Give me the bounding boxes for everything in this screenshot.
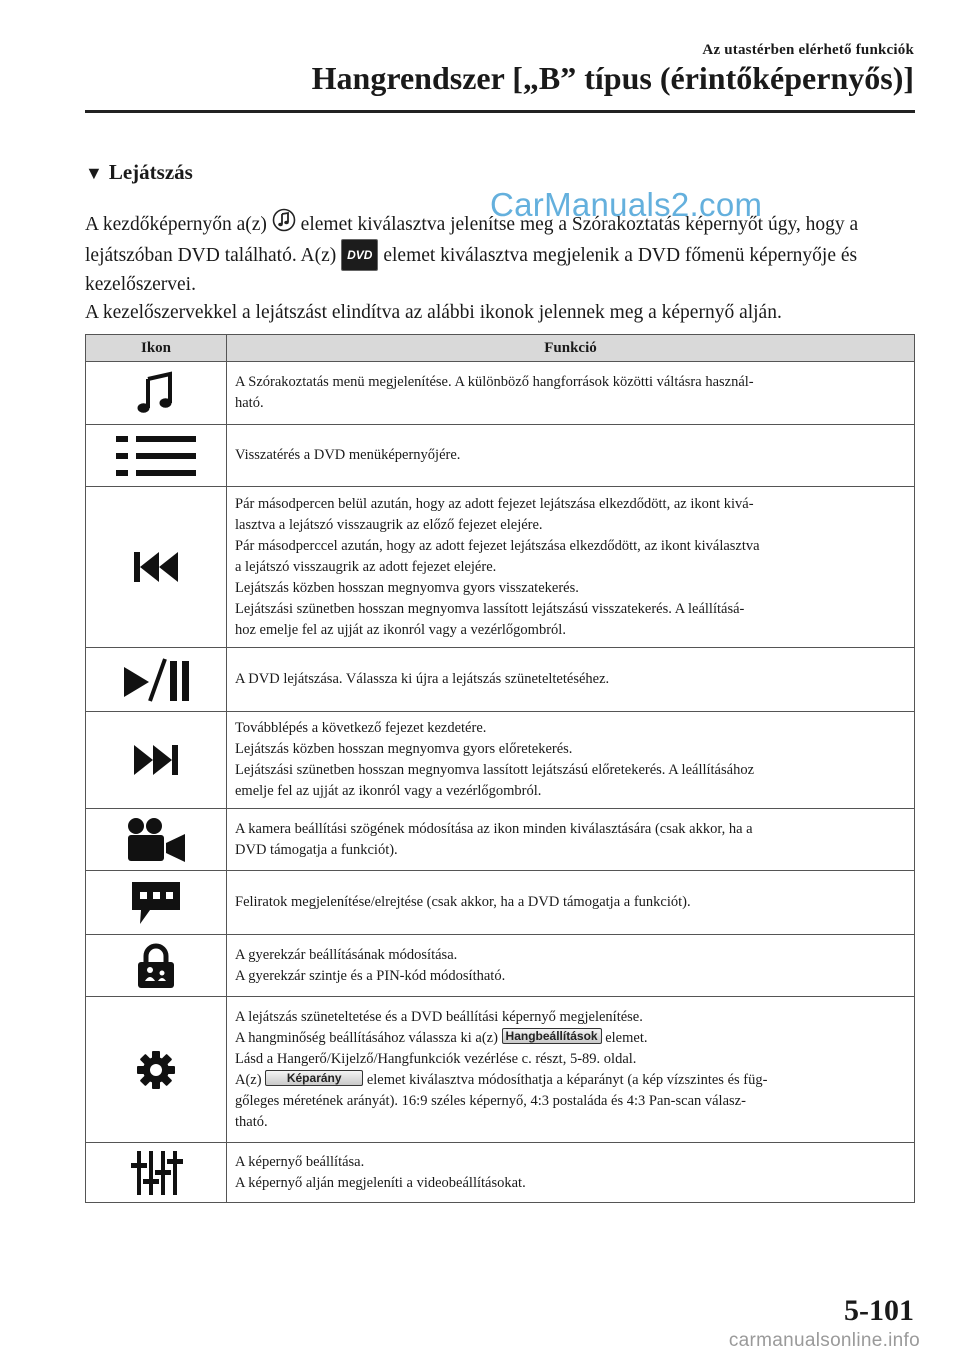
table-row — [86, 1143, 915, 1203]
function-line: Feliratok megjelenítése/elrejtése (csak akkor, ha a DVD támogatja a funkciót). — [235, 894, 691, 910]
camera-icon — [125, 817, 187, 863]
function-line: gőleges méretének arányát). 16:9 széles képernyő, 4:3 postaláda és 4:3 Pan-scan válasz- — [235, 1092, 746, 1109]
section-heading — [85, 160, 193, 185]
icon-cell — [86, 997, 227, 1143]
table-header-function: Funkció — [227, 335, 915, 362]
aspect-ratio-button: Képarány — [265, 1070, 363, 1086]
function-line: DVD támogatja a funkciót). — [235, 841, 398, 858]
table-row — [86, 425, 915, 487]
page-number: 5-101 — [844, 1294, 914, 1327]
table-row — [86, 648, 915, 712]
footer-watermark: carmanualsonline.info — [728, 1330, 920, 1351]
icon-cell — [86, 935, 227, 997]
intro-text — [85, 208, 915, 327]
skip-back-icon — [134, 550, 178, 584]
function-cell — [227, 487, 915, 648]
function-cell — [227, 362, 915, 425]
subtitle-icon — [130, 880, 182, 926]
function-line — [235, 1070, 908, 1091]
function-cell — [227, 1143, 915, 1203]
function-cell — [227, 712, 915, 809]
function-line: A képernyő alján megjeleníti a videobeállításokat. — [235, 1174, 526, 1191]
function-line: lasztva a lejátszó visszaugrik az előző fejezet elejére. — [235, 516, 543, 533]
function-line: ható. — [235, 395, 264, 411]
function-cell — [227, 425, 915, 487]
function-cell — [227, 935, 915, 997]
icon-cell — [86, 809, 227, 871]
table-row — [86, 362, 915, 425]
icon-cell — [86, 712, 227, 809]
dvd-badge: DVD — [341, 239, 378, 271]
table-row — [86, 871, 915, 935]
function-line: Pár másodpercen belül azután, hogy az adott fejezet lejátszása elkezdődött, az ikont kivá- — [235, 495, 754, 512]
function-line: A Szórakoztatás menü megjelenítése. A különböző hangforrások közötti váltásra használ- — [235, 374, 754, 390]
function-line: a lejátszó visszaugrik az adott fejezet elejére. — [235, 558, 497, 575]
function-line: A kamera beállítási szögének módosítása az ikon minden kiválasztására (csak akkor, ha a — [235, 820, 753, 837]
equalizer-icon — [129, 1150, 183, 1196]
function-line: Pár másodperccel azután, hogy az adott fejezet lejátszása elkezdődött, az ikont kiválasztva — [235, 537, 760, 554]
list-icon — [116, 436, 196, 476]
icon-cell — [86, 425, 227, 487]
intro-text-part: A kezdőképernyőn a(z) — [85, 214, 272, 235]
music-note-icon — [272, 208, 296, 232]
header-subtitle: Az utastérben elérhető funkciók — [702, 42, 914, 58]
function-line: Lásd a Hangerő/Kijelző/Hangfunkciók vezérlése c. részt, 5-89. oldal. — [235, 1050, 637, 1067]
function-line: Lejátszás közben hosszan megnyomva gyors előretekerés. — [235, 741, 573, 757]
function-text: elemet. — [601, 1029, 648, 1046]
function-cell — [227, 809, 915, 871]
function-cell — [227, 648, 915, 712]
header-rule — [85, 110, 915, 113]
table-row — [86, 487, 915, 648]
function-line: Lejátszási szünetben hosszan megnyomva lassított lejátszású előretekerés. A leállításához — [235, 762, 755, 778]
skip-forward-icon — [134, 743, 178, 777]
child-lock-icon — [136, 943, 176, 989]
page-title: Hangrendszer [„B” típus (érintőképernyős)] — [311, 60, 914, 96]
play-pause-icon — [121, 657, 191, 703]
icon-cell — [86, 1143, 227, 1203]
watermark: CarManuals2.com — [490, 186, 763, 223]
function-line: Visszatérés a DVD menüképernyőjére. — [235, 447, 461, 463]
function-line: A képernyő beállítása. — [235, 1153, 365, 1170]
table-row — [86, 997, 915, 1143]
table-row — [86, 809, 915, 871]
gear-icon — [136, 1050, 176, 1090]
function-text: A hangminőség beállításához válassza ki a(z) — [235, 1029, 502, 1046]
table-header-row — [86, 335, 915, 362]
table-header-icon: Ikon — [86, 335, 227, 362]
function-line: A gyerekzár szintje és a PIN-kód módosítható. — [235, 967, 506, 984]
function-line: Lejátszás közben hosszan megnyomva gyors visszatekerés. — [235, 579, 579, 596]
intro-paragraph-1 — [85, 208, 915, 299]
icon-cell — [86, 648, 227, 712]
function-line: emelje fel az ujját az ikonról vagy a vezérlőgombról. — [235, 783, 542, 799]
function-text: A(z) — [235, 1071, 266, 1088]
function-line: hoz emelje fel az ujját az ikonról vagy a vezérlőgombról. — [235, 621, 566, 638]
table-row — [86, 935, 915, 997]
function-line — [235, 1028, 908, 1049]
intro-paragraph-2: A kezelőszervekkel a lejátszást elindítva az alábbi ikonok jelennek meg a képernyő alján. — [85, 302, 782, 323]
icon-cell — [86, 871, 227, 935]
function-line: tható. — [235, 1113, 268, 1130]
function-line: A lejátszás szüneteltetése és a DVD beállítási képernyő megjelenítése. — [235, 1008, 643, 1025]
sound-settings-button: Hangbeállítások — [502, 1028, 602, 1044]
icon-function-table — [85, 334, 915, 1203]
section-heading-text: Lejátszás — [108, 160, 193, 184]
intro-text-part: elemet kiválasztva megjelenik a DVD főmenü képernyője és kezelőszervei. — [85, 245, 858, 295]
table-row — [86, 712, 915, 809]
function-line: A gyerekzár beállításának módosítása. — [235, 946, 458, 963]
icon-cell — [86, 487, 227, 648]
icon-cell — [86, 362, 227, 425]
function-cell — [227, 871, 915, 935]
intro-text-part: elemet kiválasztva jelenítse meg a Szórakoztatás képernyőt úgy, hogy a lejátszóban DVD található. A(z) — [85, 214, 859, 266]
music-note-icon — [136, 371, 176, 415]
function-line: A DVD lejátszása. Válassza ki újra a lejátszás szüneteltetéséhez. — [235, 671, 610, 687]
function-line: Lejátszási szünetben hosszan megnyomva lassított lejátszású visszatekerés. A leállításá- — [235, 600, 745, 617]
function-cell — [227, 997, 915, 1143]
triangle-marker-icon: ▼ — [85, 163, 103, 183]
function-text: elemet kiválasztva módosíthatja a képarányt (a kép vízszintes és füg- — [363, 1071, 768, 1088]
function-line: Továbblépés a következő fejezet kezdetére. — [235, 720, 487, 736]
